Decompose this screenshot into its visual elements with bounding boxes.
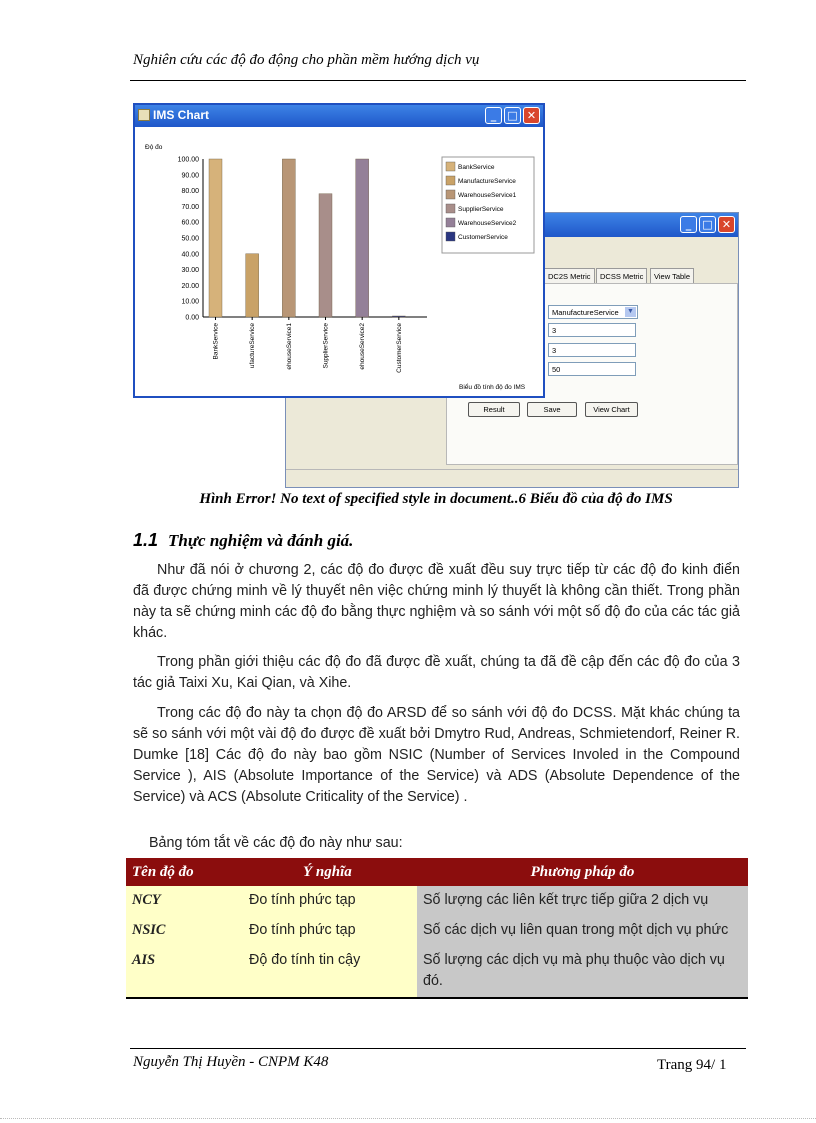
value-field-3[interactable]: 50 (548, 362, 636, 376)
table-row (126, 946, 748, 998)
metric-meaning: Đo tính phức tạp (243, 916, 417, 946)
bar-ManufactureService (246, 254, 259, 317)
y-tick-label: 100.00 (177, 156, 199, 164)
table-header-row (126, 858, 748, 886)
save-button[interactable]: Save (527, 402, 577, 417)
maximize-icon[interactable]: □ (699, 216, 716, 233)
service-select[interactable] (548, 305, 638, 319)
bar-SupplierService (319, 194, 332, 317)
minimize-icon[interactable]: _ (485, 107, 502, 124)
paragraph-3: Trong các độ đo này ta chọn độ đo ARSD để so sánh với độ đo DCSS. Mặt khác chúng ta sẽ so sánh với một vài độ đo được đề xuất bởi Dmytro Rud, Andreas, Schmietendorf, Reiner R. Dumke [18] Các độ đo này bao gồm NSIC (Number of Services Involed in the Compound Service ), AIS (Absolute Importance of the Service) và ADS (Absolute Dependence of the Service) và ACS (Absolute Criticality of the Service) . (133, 705, 740, 805)
section-heading (133, 530, 353, 551)
y-tick-label: 60.00 (181, 219, 199, 227)
ims-chart-window (133, 103, 545, 398)
col-header-name: Tên độ đo (126, 858, 243, 886)
col-header-meaning: Ý nghĩa (243, 858, 417, 886)
footer-rule (130, 1048, 746, 1049)
x-tick-label: ehouseService1 (285, 323, 293, 370)
legend-label: BankService (458, 164, 495, 171)
legend-swatch (446, 232, 455, 241)
table-row (126, 916, 748, 946)
bar-WarehouseService2 (356, 159, 369, 317)
chevron-down-icon[interactable]: ▼ (625, 307, 636, 317)
metric-name: NCY (126, 886, 243, 916)
table-row (126, 886, 748, 916)
paragraph-2: Trong phần giới thiệu các độ đo đã được đề xuất, chúng ta đã đề cập đến các độ đo của 3 tác giả Taixi Xu, Kai Qian, và Xihe. (133, 654, 740, 691)
legend-swatch (446, 162, 455, 171)
chart-footer-title: Biểu đồ tính độ đo IMS (459, 384, 526, 391)
service-select-value: ManufactureService (552, 308, 619, 317)
y-axis-label: Độ đo (145, 144, 163, 151)
metric-name: AIS (126, 946, 243, 998)
footer-author: Nguyễn Thị Huyền - CNPM K48 (133, 1054, 329, 1070)
value-field-1[interactable]: 3 (548, 323, 636, 337)
bar-BankService (209, 159, 222, 317)
value-field-2[interactable]: 3 (548, 343, 636, 357)
header-rule (130, 80, 746, 81)
y-tick-label: 80.00 (181, 188, 199, 196)
window-title: IMS Chart (153, 108, 210, 122)
maximize-icon[interactable]: □ (504, 107, 521, 124)
close-icon[interactable]: ✕ (718, 216, 735, 233)
legend-label: ManufactureService (458, 178, 516, 185)
metric-name: NSIC (126, 916, 243, 946)
y-tick-label: 50.00 (181, 235, 199, 243)
chart-app-icon (138, 109, 150, 121)
paragraph-1: Như đã nói ở chương 2, các độ đo được đề xuất đều suy trực tiếp từ các độ đo kinh điển đã được chứng minh về lý thuyết nên việc chứng minh lý thuyết là không cần thiết. Trong phần này ta sẽ chứng minh các độ đo bằng thực nghiệm và so sánh với một số độ đo của các tác giả khác. (133, 562, 740, 641)
legend-swatch (446, 176, 455, 185)
y-tick-label: 40.00 (181, 251, 199, 259)
y-tick-label: 20.00 (181, 282, 199, 290)
metric-method: Số các dịch vụ liên quan trong một dịch vụ phức (417, 916, 748, 946)
ims-bar-chart (135, 127, 543, 396)
x-tick-label: ehouseService2 (359, 323, 367, 370)
legend-label: CustomerService (458, 234, 508, 241)
figure-caption: Hình Error! No text of specified style in document..6 Biểu đồ của độ đo IMS (199, 491, 673, 507)
minimize-icon[interactable]: _ (680, 216, 697, 233)
metric-meaning: Độ đo tính tin cậy (243, 946, 417, 998)
tab-dcss-metric[interactable]: DCSS Metric (596, 268, 647, 284)
legend-label: SupplierService (458, 206, 504, 213)
legend-swatch (446, 204, 455, 213)
x-tick-label: SupplierService (322, 323, 330, 369)
y-tick-label: 90.00 (181, 172, 199, 180)
page-bottom-divider (0, 1118, 816, 1119)
paragraph-4: Bảng tóm tắt về các độ đo này như sau: (149, 835, 403, 851)
tab-view-table[interactable]: View Table (650, 268, 694, 284)
close-icon[interactable]: ✕ (523, 107, 540, 124)
y-tick-label: 30.00 (181, 267, 199, 275)
metric-method: Số lượng các liên kết trực tiếp giữa 2 dịch vụ (417, 886, 748, 916)
section-title: Thực nghiệm và đánh giá. (168, 531, 354, 550)
metrics-table (126, 858, 748, 999)
metric-meaning: Đo tính phức tạp (243, 886, 417, 916)
view-chart-button[interactable]: View Chart (585, 402, 638, 417)
legend-label: WarehouseService2 (458, 220, 517, 227)
legend-swatch (446, 218, 455, 227)
ims-chart-titlebar[interactable] (135, 105, 543, 127)
tab-dc2s-metric[interactable]: DC2S Metric (544, 268, 595, 284)
page-header: Nghiên cứu các độ đo động cho phần mềm hướng dịch vụ (133, 52, 480, 68)
x-tick-label: ufactureService (249, 323, 257, 369)
y-tick-label: 10.00 (181, 298, 199, 306)
bar-CustomerService (392, 316, 405, 317)
metric-method: Số lượng các dịch vụ mà phụ thuộc vào dịch vụ đó. (417, 946, 748, 998)
y-tick-label: 70.00 (181, 203, 199, 211)
status-divider (286, 469, 738, 470)
bar-WarehouseService1 (282, 159, 295, 317)
section-number: 1.1 (133, 530, 159, 550)
x-tick-label: BankService (212, 323, 220, 360)
col-header-method: Phương pháp đo (417, 858, 748, 886)
y-tick-label: 0.00 (185, 314, 199, 322)
result-button[interactable]: Result (468, 402, 520, 417)
footer-page: Trang 94/ 1 (657, 1057, 727, 1073)
legend-swatch (446, 190, 455, 199)
legend-label: WarehouseService1 (458, 192, 517, 199)
x-tick-label: CustomerService (395, 323, 403, 373)
